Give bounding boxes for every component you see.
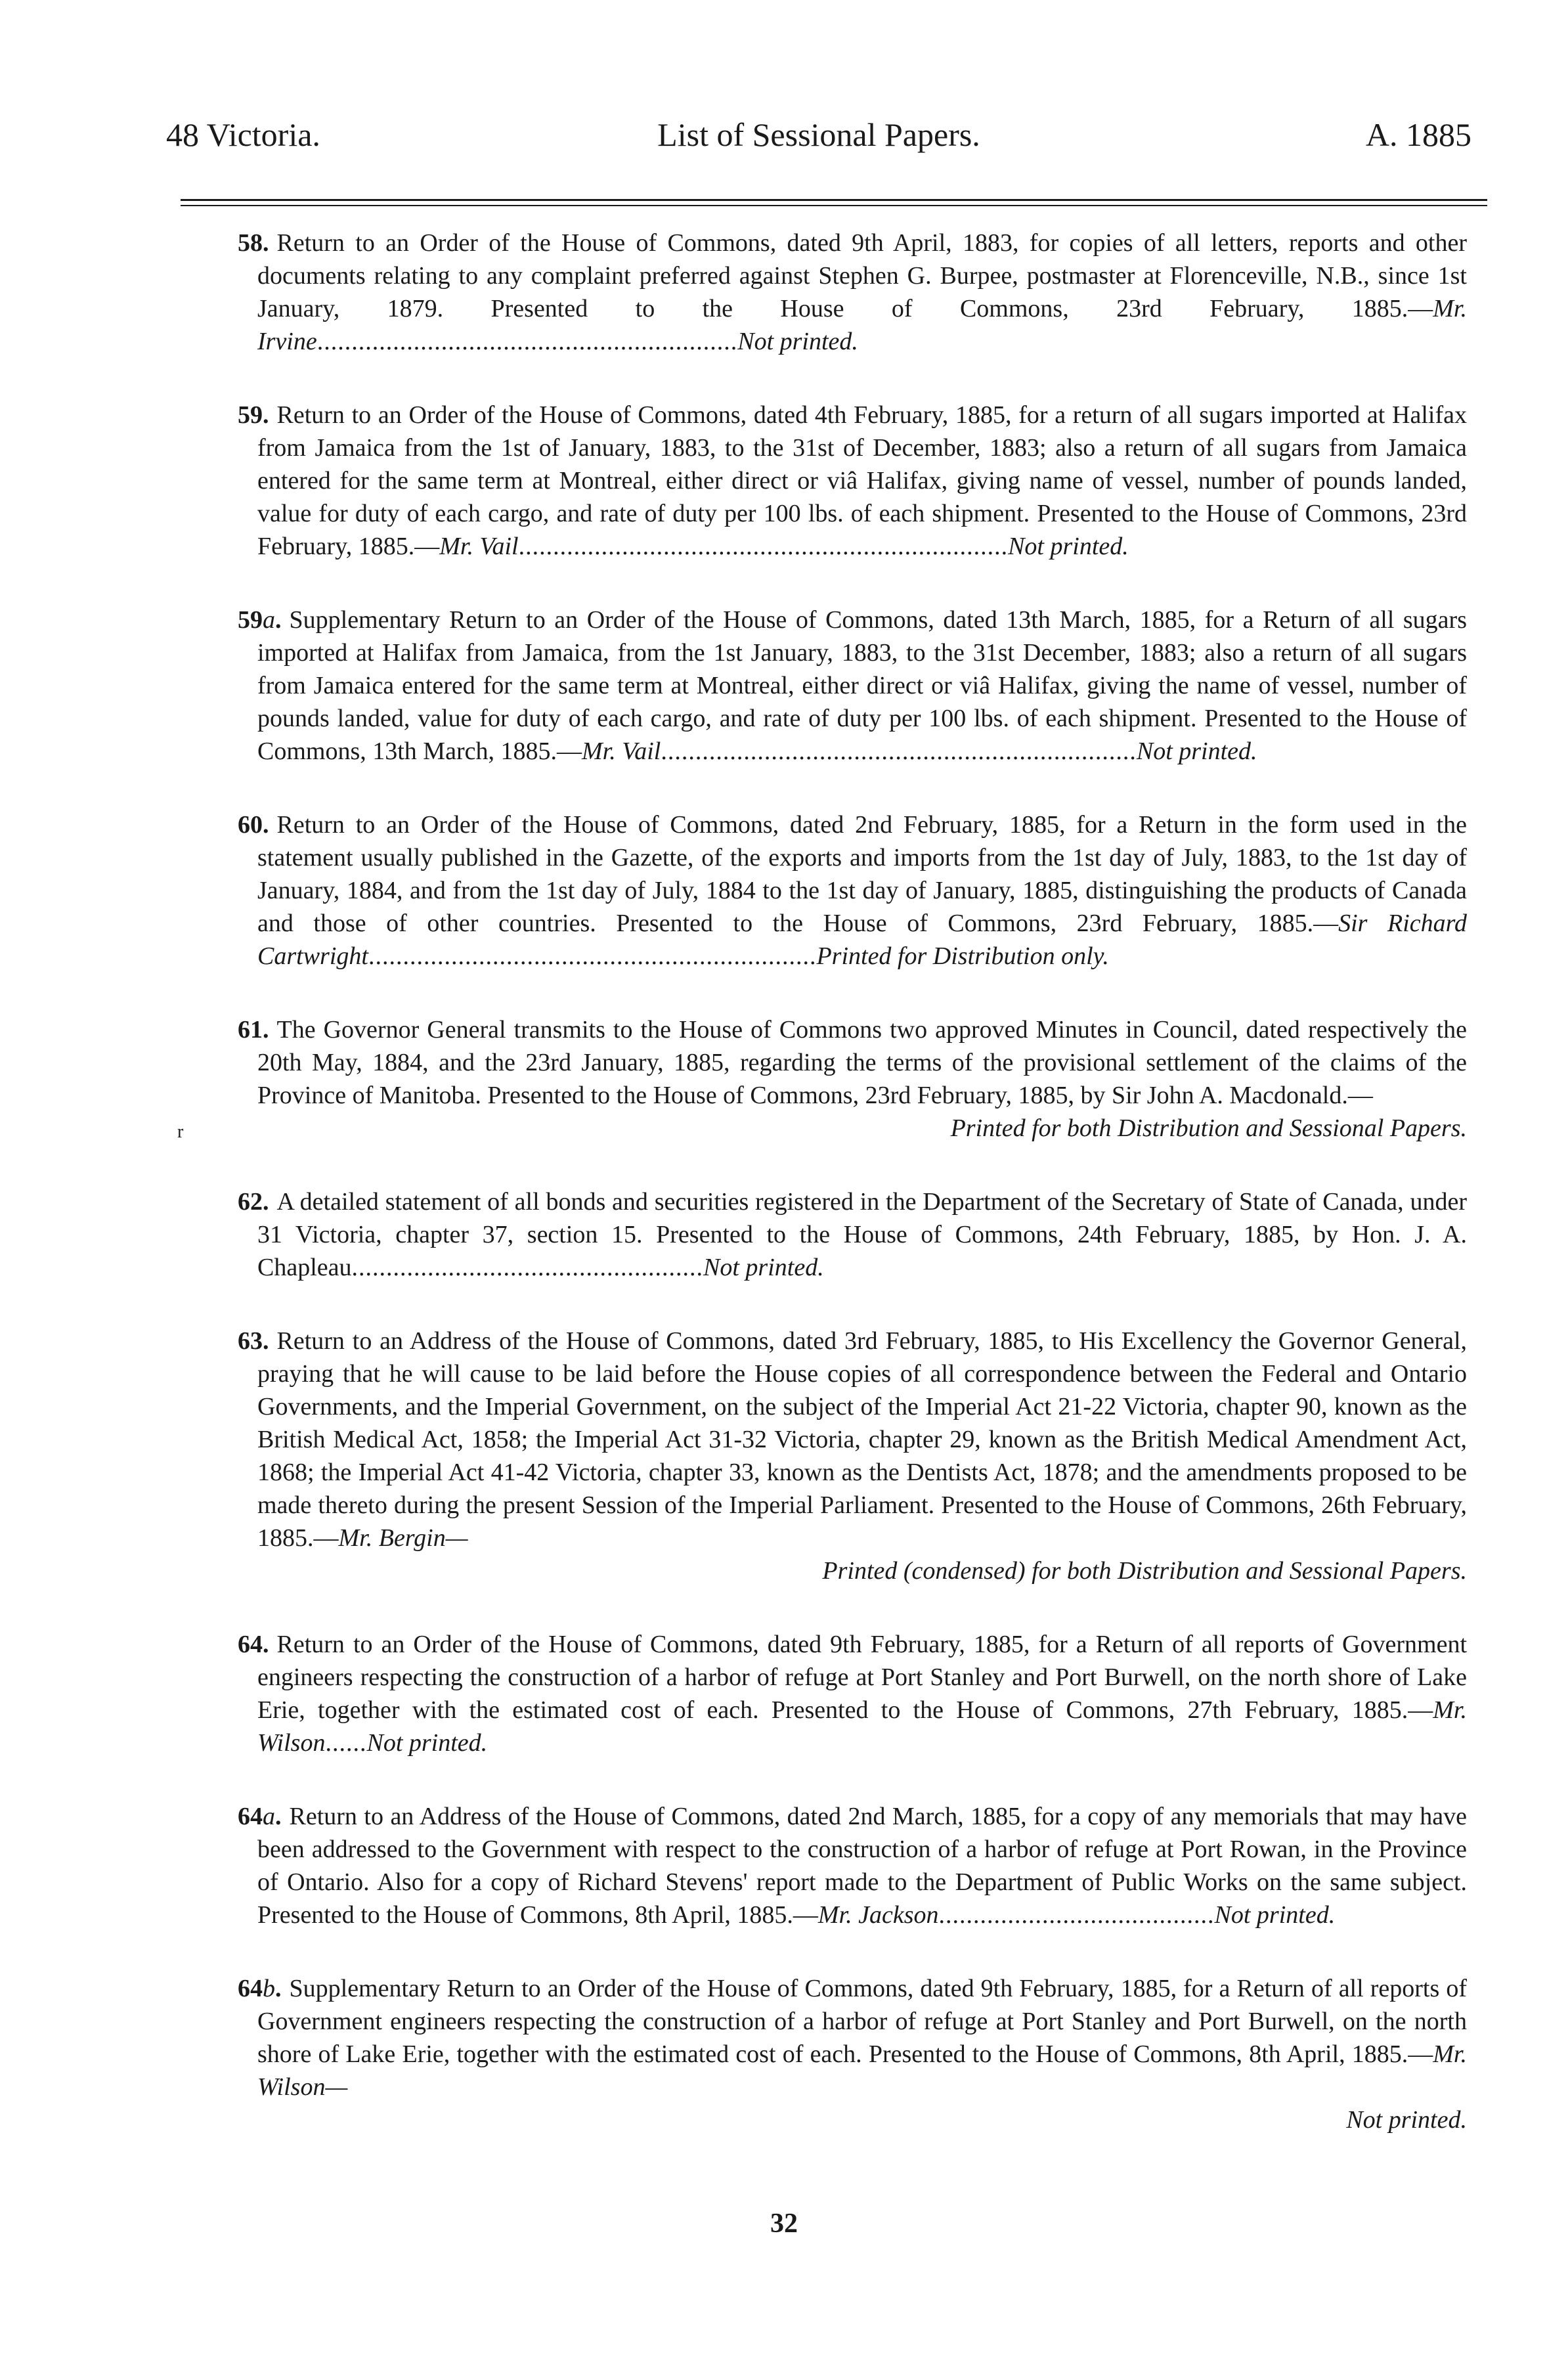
paper-entry-64a bbox=[238, 1800, 1467, 1931]
entry-text: Supplementary Return to an Order of the House of Commons, dated 13th March, 1885, for a Return of all sugars imported at Halifax from Jamaica, from the 1st January, 1883, to the 31st December, 1883; also a return of all sugars from Jamaica entered for the same term at Montreal, either direct or viâ Halifax, giving the name of vessel, number of pounds landed, value for duty of each cargo, and rate of duty per 100 lbs. of each shipment. Presented to the House of Commons, 13th March, 1885.— bbox=[257, 606, 1467, 765]
entry-status: Printed (condensed) for both Distribution and Sessional Papers. bbox=[822, 1557, 1467, 1585]
header-rule-thick bbox=[181, 199, 1487, 201]
entry-member: Mr. Wilson bbox=[257, 1696, 1467, 1757]
entry-member: Mr. Irvine bbox=[257, 295, 1467, 355]
dot-leader: ............................................................. bbox=[316, 328, 738, 355]
sessional-papers-list bbox=[238, 227, 1468, 2177]
entry-text: The Governor General transmits to the House of Commons two approved Minutes in Council, dated respectively the 20th May, 1884, and the 23rd January, 1885, regarding the terms of the provisional settlement of the claims of the Province of Manitoba. Presented to the House of Commons, 23rd February, 1885, by Sir John A. Macdonald.— bbox=[257, 1016, 1467, 1109]
entry-status: Not printed. bbox=[1214, 1901, 1336, 1929]
paper-entry-61 bbox=[238, 1013, 1467, 1145]
entry-status: Printed for Distribution only. bbox=[816, 942, 1109, 970]
paper-entry-64b bbox=[238, 1972, 1467, 2136]
entry-member: Mr. Bergin— bbox=[338, 1524, 468, 1552]
entry-number: 64. bbox=[238, 1631, 269, 1658]
running-header bbox=[166, 112, 1471, 158]
entry-status: Not printed. bbox=[1008, 533, 1129, 560]
dot-leader: ................................................................. bbox=[368, 942, 817, 970]
entry-number: 64a. bbox=[238, 1803, 282, 1830]
header-rule-thin bbox=[181, 205, 1487, 206]
entry-text: Return to an Order of the House of Commons, dated 9th April, 1883, for copies of all letters, reports and other documents relating to any complaint preferred against Stephen G. Burpee, postmaster at Florenceville, N.B., since 1st January, 1879. Presented to the House of Commons, 23rd February, 1885.— bbox=[257, 229, 1467, 322]
entry-status: Not printed. bbox=[1136, 737, 1257, 765]
entry-number: 64b. bbox=[238, 1975, 282, 2002]
entry-status: Not printed. bbox=[737, 328, 858, 355]
page-number: 32 bbox=[770, 2209, 798, 2239]
entry-number: 60. bbox=[238, 811, 269, 839]
entry-text: Return to an Order of the House of Commons, dated 9th February, 1885, for a Return of all reports of Government engineers respecting the construction of a harbor of refuge at Port Stanley and Port Burwell, on the north shore of Lake Erie, together with the estimated cost of each. Presented to the House of Commons, 27th February, 1885.— bbox=[257, 1631, 1467, 1724]
dot-leader: ...... bbox=[325, 1729, 367, 1757]
paper-entry-63 bbox=[238, 1325, 1467, 1587]
paper-entry-64 bbox=[238, 1628, 1467, 1759]
entry-number: 63. bbox=[238, 1327, 269, 1355]
entry-member: Mr. Vail bbox=[581, 737, 661, 765]
entry-member: Mr. Vail bbox=[439, 533, 519, 560]
entry-member: Mr. Wilson— bbox=[257, 2040, 1467, 2101]
dot-leader: ..................................................................... bbox=[661, 737, 1137, 765]
entry-member: Mr. Jackson bbox=[817, 1901, 939, 1929]
entry-member: Sir Richard Cartwright bbox=[257, 910, 1468, 970]
paper-entry-58 bbox=[238, 227, 1467, 358]
entry-number: 59. bbox=[238, 401, 269, 429]
dot-leader: ........................................ bbox=[938, 1901, 1215, 1929]
entry-number: 59a. bbox=[238, 606, 282, 634]
header-title: List of Sessional Papers. bbox=[657, 116, 980, 153]
margin-mark: r bbox=[177, 1122, 184, 1142]
paper-entry-60 bbox=[238, 808, 1468, 973]
entry-status: Not printed. bbox=[703, 1254, 824, 1281]
entry-text: Return to an Address of the House of Commons, dated 3rd February, 1885, to His Excellency the Governor General, praying that he will cause to be laid before the House copies of all correspondence between the Federal and Ontario Governments, and the Imperial Government, on the subject of the Imperial Act 21-22 Victoria, chapter 90, known as the British Medical Act, 1858; the Imperial Act 31-32 Victoria, chapter 29, known as the British Medical Amendment Act, 1868; the Imperial Act 41-42 Victoria, chapter 33, known as the Dentists Act, 1878; and the amendments proposed to be made thereto during the present Session of the Imperial Parliament. Presented to the House of Commons, 26th February, 1885.— bbox=[257, 1327, 1467, 1552]
entry-status: Printed for both Distribution and Sessional Papers. bbox=[950, 1114, 1467, 1142]
entry-number: 61. bbox=[238, 1016, 269, 1044]
paper-entry-59 bbox=[238, 399, 1467, 563]
header-regnal-year: 48 Victoria. bbox=[166, 116, 320, 153]
entry-number: 58. bbox=[238, 229, 269, 257]
entry-status: Not printed. bbox=[366, 1729, 488, 1757]
paper-entry-62 bbox=[238, 1185, 1467, 1284]
entry-text: Supplementary Return to an Order of the House of Commons, dated 9th February, 1885, for a Return of all reports of Government engineers respecting the construction of a harbor of refuge at Port Stanley and Port Burwell, on the north shore of Lake Erie, together with the estimated cost of each. Presented to the House of Commons, 8th April, 1885.— bbox=[257, 1975, 1467, 2068]
entry-text: Return to an Order of the House of Commons, dated 4th February, 1885, for a return of all sugars imported at Halifax from Jamaica from the 1st of January, 1883, to the 31st of December, 1883; also a return of all sugars from Jamaica entered for the same term at Montreal, either direct or viâ Halifax, giving name of vessel, number of pounds landed, value for duty of each cargo, and rate of duty per 100 lbs. of each shipment. Presented to the House of Commons, 23rd February, 1885.— bbox=[257, 401, 1467, 560]
dot-leader: ....................................................................... bbox=[518, 533, 1009, 560]
entry-text: Return to an Address of the House of Commons, dated 2nd March, 1885, for a copy of any memorials that may have been addressed to the Government with respect to the construction of a harbor of refuge at Port Rowan, in the Province of Ontario. Also for a copy of Richard Stevens' report made to the Department of Public Works on the same subject. Presented to the House of Commons, 8th April, 1885.— bbox=[257, 1803, 1467, 1929]
entry-status: Not printed. bbox=[1346, 2106, 1467, 2134]
header-series-year: A. 1885 bbox=[1365, 116, 1471, 153]
paper-entry-59a bbox=[238, 604, 1467, 768]
dot-leader: ................................................... bbox=[351, 1254, 704, 1281]
entry-text: Return to an Order of the House of Commons, dated 2nd February, 1885, for a Return in the form used in the statement usually published in the Gazette, of the exports and imports from the 1st day of July, 1883, to the 1st day of January, 1884, and from the 1st day of July, 1884 to the 1st day of January, 1885, distinguishing the products of Canada and those of other countries. Presented to the House of Commons, 23rd February, 1885.— bbox=[257, 811, 1467, 937]
entry-text: A detailed statement of all bonds and securities registered in the Department of the Secretary of State of Canada, under 31 Victoria, chapter 37, section 15. Presented to the House of Commons, 24th February, 1885, by Hon. J. A. Chapleau bbox=[257, 1188, 1467, 1281]
entry-number: 62. bbox=[238, 1188, 269, 1216]
